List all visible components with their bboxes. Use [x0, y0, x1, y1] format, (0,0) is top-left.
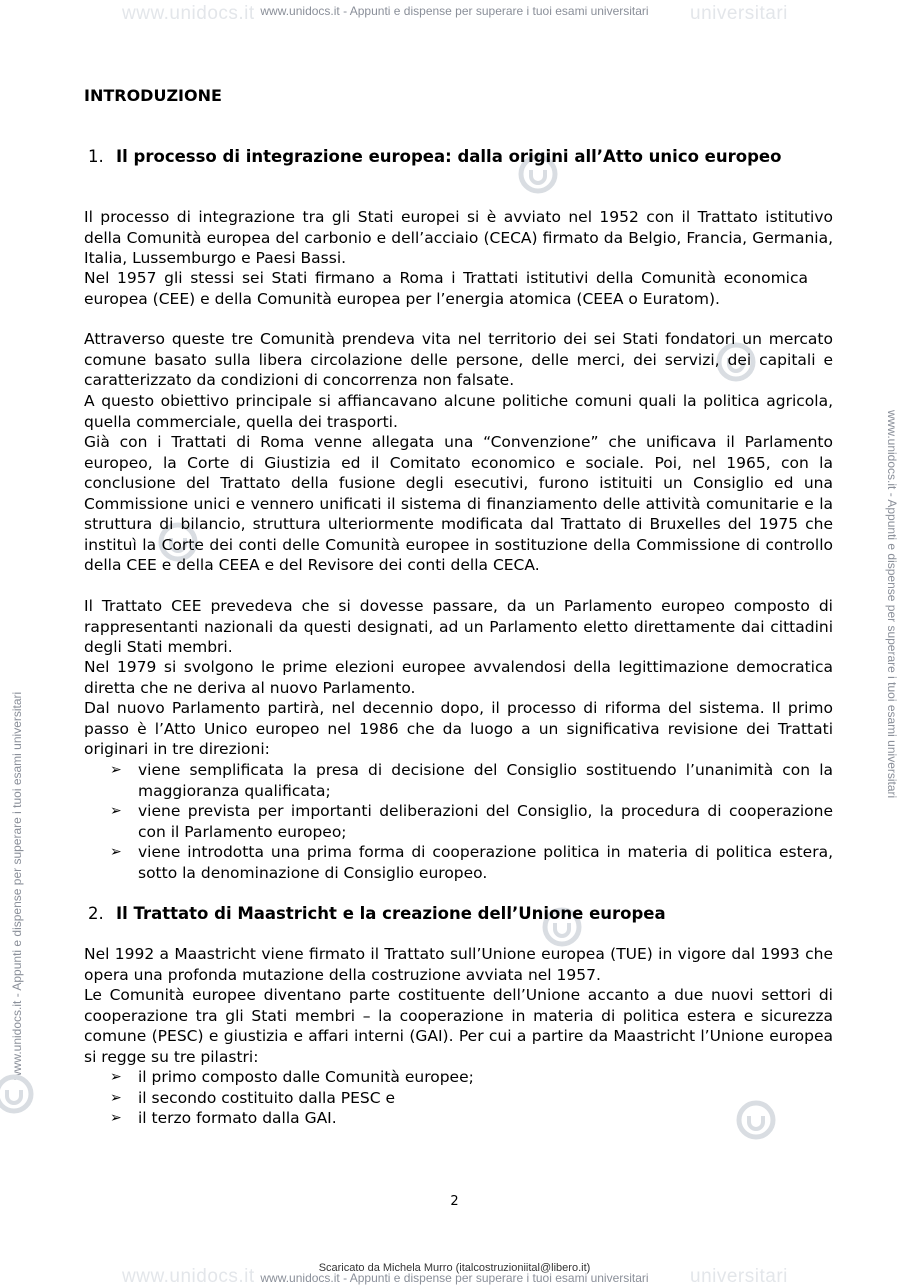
list-item — [110, 801, 833, 842]
paragraph: Dal nuovo Parlamento partirà, nel decennio dopo, il processo di riforma del sistema. Il primo passo è l’Atto Unico europeo nel 1986 che da luogo a un significativa revisione dei Trattati originari in tre direzioni: — [84, 699, 833, 758]
paragraph: Già con i Trattati di Roma venne allegata una “Convenzione” che unificava il Parlamento europeo, la Corte di Giustizia ed il Comitato economico e sociale. Poi, nel 1965, con la conclusione del Trattato della fusione degli esecutivi, furono istituiti un Consiglio ed una Commissione unici e vennero unificati il sistema di finanziamento delle attività comunitarie e la struttura di bilancio, struttura ulteriormente modificata dal Trattato di Bruxelles del 1975 che instituì la Corte dei conti delle Comunità europee in sostituzione della Commissione di controllo della CEE e della CEEA e del Revisore dei conti della CECA. — [84, 433, 833, 574]
bullet-list — [110, 1067, 833, 1129]
arrow-bullet-icon: ➢ — [110, 762, 122, 778]
list-item — [110, 1108, 833, 1129]
list-item-text: il primo composto dalle Comunità europee; — [138, 1068, 474, 1086]
section-1-title — [88, 146, 833, 167]
arrow-bullet-icon: ➢ — [110, 1069, 122, 1085]
page-number: 2 — [450, 1194, 459, 1209]
paragraph: Il processo di integrazione tra gli Stati europei si è avviato nel 1952 con il Trattato istitutivo della Comunità europea del carbonio e dell’acciaio (CECA) firmato da Belgio, Francia, Germania, Italia, Lussemburgo e Paesi Bassi. — [84, 208, 833, 267]
page-heading: INTRODUZIONE — [84, 86, 222, 105]
left-watermark-line: www.unidocs.it - Appunti e dispense per superare i tuoi esami universitari — [10, 691, 24, 1080]
arrow-bullet-icon: ➢ — [110, 1089, 122, 1106]
paragraph: Attraverso queste tre Comunità prendeva vita nel territorio dei sei Stati fondatori un mercato comune basato sulla libera circolazione delle persone, delle merci, dei servizi, dei capitali e caratterizzato da condizioni di concorrenza non falsate. — [84, 330, 833, 389]
paragraph: Nel 1979 si svolgono le prime elezioni europee avvalendosi della legittimazione democratica diretta che ne deriva al nuovo Parlamento. — [84, 658, 833, 697]
right-watermark-line: www.unidocs.it - Appunti e dispense per superare i tuoi esami universitari — [885, 410, 899, 799]
download-attribution: Scaricato da Michela Murro (italcostruzioniital@libero.it) — [318, 1262, 591, 1274]
list-item — [110, 1067, 833, 1088]
arrow-bullet-icon: ➢ — [110, 803, 122, 819]
list-item — [110, 1088, 833, 1109]
paragraph: A questo obiettivo principale si affiancavano alcune politiche comuni quali la politica agricola, quella commerciale, quella dei trasporti. — [84, 392, 833, 431]
section-2-title — [88, 903, 833, 924]
list-item-text: il secondo costituito dalla PESC e — [138, 1088, 396, 1107]
list-item-text: il terzo formato dalla GAI. — [138, 1109, 337, 1127]
list-item — [110, 760, 833, 801]
top-watermark-line: www.unidocs.it - Appunti e dispense per superare i tuoi esami universitari — [260, 4, 649, 18]
arrow-bullet-icon: ➢ — [110, 844, 122, 860]
watermark-big-left-bottom: www.unidocs.it — [122, 1266, 255, 1286]
list-item-text: viene semplificata la presa di decisione del Consiglio sostituendo l’unanimità con la maggioranza qualificata; — [138, 761, 833, 800]
watermark-big-left: www.unidocs.it — [122, 3, 255, 24]
section-number: 2. — [88, 904, 104, 923]
watermark-big-right: universitari — [690, 3, 788, 24]
section-title-text: Il Trattato di Maastricht e la creazione dell’Unione europea — [116, 904, 666, 923]
list-item-text: viene introdotta una prima forma di cooperazione politica in materia di politica estera, sotto la denominazione di Consiglio europeo. — [138, 843, 833, 882]
paragraph: Le Comunità europee diventano parte costituente dell’Unione accanto a due nuovi settori di cooperazione tra gli Stati membri – la cooperazione in materia di politica estera e sicurezza comune (PESC) e giustizia e affari interni (GAI). Per cui a partire da Maastricht l’Unione europea si regge su tre pilastri: — [84, 986, 833, 1066]
arrow-bullet-icon: ➢ — [110, 1110, 122, 1126]
paragraph: Nel 1992 a Maastricht viene firmato il Trattato sull’Unione europea (TUE) in vigore dal 1993 che opera una profonda mutazione della costruzione avviata nel 1957. — [84, 945, 833, 984]
list-item — [110, 842, 833, 883]
section-number: 1. — [88, 147, 104, 166]
list-item-text: viene prevista per importanti deliberazioni del Consiglio, la procedura di cooperazione con il Parlamento europeo; — [138, 802, 833, 841]
watermark-big-right-bottom: universitari — [690, 1266, 788, 1286]
unidocs-logo-icon — [0, 1072, 36, 1116]
bottom-watermark-line: www.unidocs.it - Appunti e dispense per superare i tuoi esami universitari — [260, 1271, 649, 1285]
paragraph: Nel 1957 gli stessi sei Stati firmano a Roma i Trattati istitutivi della Comunità economica europea (CEE) e della Comunità europea per l’energia atomica (CEEA o Euratom). — [84, 269, 808, 308]
bullet-list — [110, 760, 833, 883]
section-title-text: Il processo di integrazione europea: dalla origini all’Atto unico europeo — [116, 147, 782, 166]
paragraph: Il Trattato CEE prevedeva che si dovesse passare, da un Parlamento europeo composto di rappresentanti nazionali da questi designati, ad un Parlamento eletto direttamente dai cittadini degli Stati membri. — [84, 597, 833, 656]
